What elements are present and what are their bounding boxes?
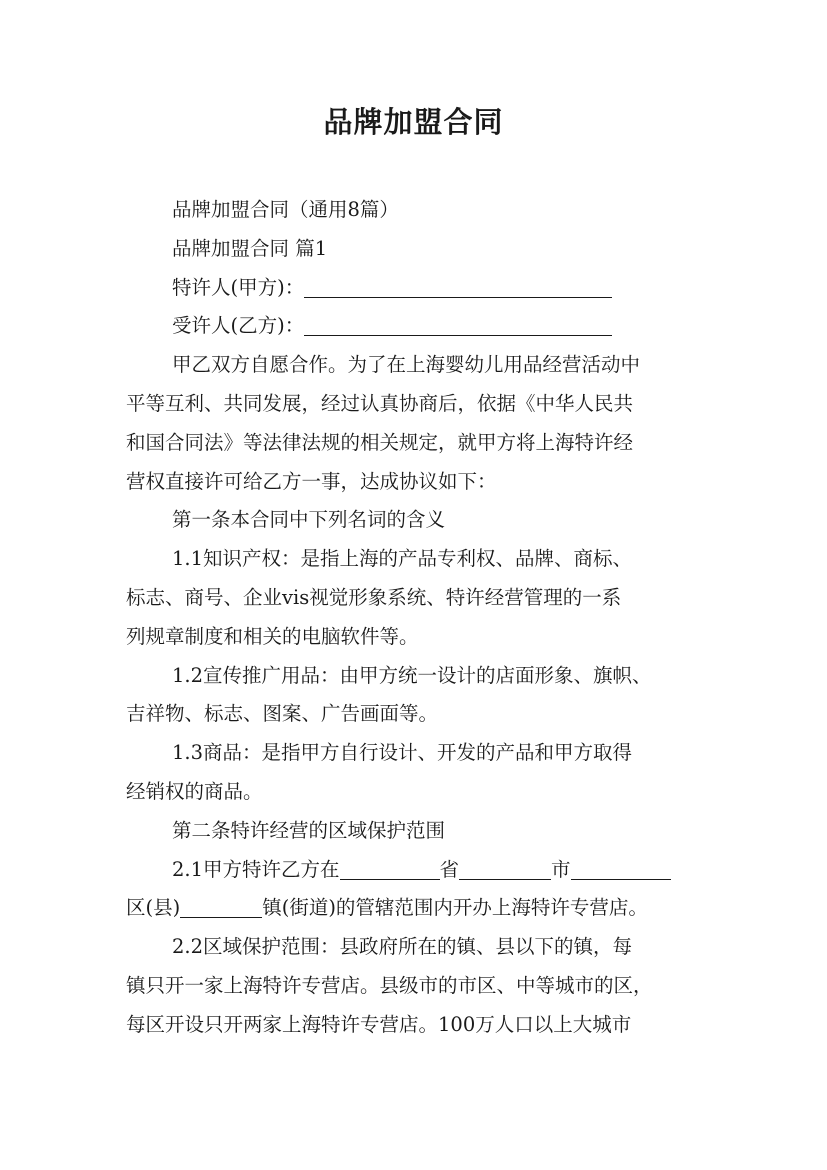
clause-2-1-line-2 — [126, 889, 716, 928]
province-blank — [340, 857, 440, 880]
city-label: 市 — [551, 857, 571, 881]
district-label: 区(县) — [126, 896, 181, 920]
intro-line-4: 营权直接许可给乙方一事，达成协议如下： — [126, 469, 497, 493]
intro-line-2: 平等互利、共同发展，经过认真协商后，依据《中华人民共 — [126, 391, 634, 415]
clause-2-1-suffix: 镇(街道)的管辖范围内开办上海特许专营店。 — [262, 896, 648, 920]
party-b-label: 受许人(乙方)： — [172, 314, 305, 338]
clause-1-1-line-1: 1.1知识产权：是指上海的产品专利权、品牌、商标、 — [172, 547, 633, 571]
party-b-line — [126, 307, 716, 346]
party-a-label: 特许人(甲方)： — [172, 275, 305, 299]
town-blank — [180, 895, 262, 918]
party-a-line — [126, 269, 716, 308]
clause-1-1-line-3: 列规章制度和相关的电脑软件等。 — [126, 624, 419, 648]
district-blank — [571, 857, 671, 880]
article2-title: 第二条特许经营的区域保护范围 — [172, 818, 446, 842]
clause-2-2-line-3: 每区开设只开两家上海特许专营店。100万人口以上大城市 — [126, 1012, 632, 1036]
clause-2-2-line-1: 2.2区域保护范围：县政府所在的镇、县以下的镇，每 — [172, 935, 633, 959]
document-body — [126, 191, 716, 1045]
clause-2-2-line-2: 镇只开一家上海特许专营店。县级市的市区、中等城市的区， — [126, 973, 653, 997]
part-heading: 品牌加盟合同 篇1 — [172, 236, 328, 260]
intro-line-1: 甲乙双方自愿合作。为了在上海婴幼儿用品经营活动中 — [172, 353, 641, 377]
party-a-blank — [304, 275, 612, 298]
clause-2-1-prefix: 2.1甲方特许乙方在 — [172, 857, 340, 881]
document-title: 品牌加盟合同 — [323, 105, 504, 139]
province-label: 省 — [439, 857, 460, 881]
article1-title: 第一条本合同中下列名词的含义 — [172, 508, 446, 532]
clause-1-2-line-1: 1.2宣传推广用品：由甲方统一设计的店面形象、旗帜、 — [172, 663, 652, 687]
intro-line-3: 和国合同法》等法律法规的相关规定，就甲方将上海特许经 — [126, 430, 634, 454]
subtitle-line: 品牌加盟合同（通用8篇） — [172, 198, 399, 221]
clause-1-2-line-2: 吉祥物、标志、图案、广告画面等。 — [126, 702, 439, 726]
clause-1-3-line-1: 1.3商品：是指甲方自行设计、开发的产品和甲方取得 — [172, 741, 633, 765]
clause-1-3-line-2: 经销权的商品。 — [126, 779, 263, 803]
clause-1-1-line-2: 标志、商号、企业vis视觉形象系统、特许经营管理的一系 — [126, 585, 622, 609]
clause-2-1-line-1 — [126, 851, 716, 890]
party-b-blank — [304, 313, 612, 336]
city-blank — [459, 857, 551, 880]
